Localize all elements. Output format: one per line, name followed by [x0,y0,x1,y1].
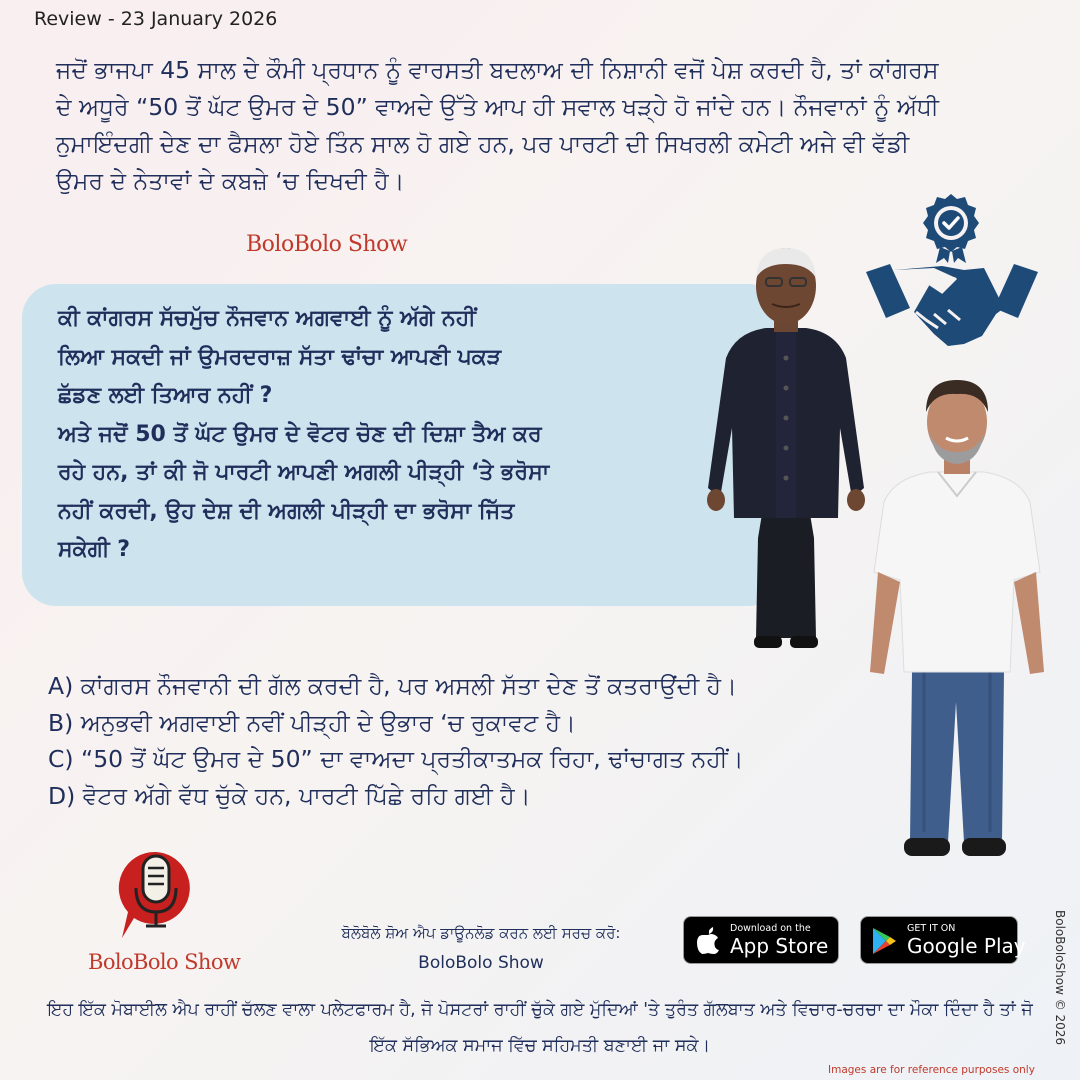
intro-paragraph: ਜਦੋਂ ਭਾਜਪਾ 45 ਸਾਲ ਦੇ ਕੌਮੀ ਪ੍ਰਧਾਨ ਨੂੰ ਵਾਰਸਤੀ ਬਦਲਾਅ ਦੀ ਨਿਸ਼ਾਨੀ ਵਜੋਂ ਪੇਸ਼ ਕਰਦੀ ਹੈ, ਤਾਂ ਕਾਂਗਰਸ ਦੇ ਅਧੂਰੇ “50 ਤੋਂ ਘੱਟ ਉਮਰ ਦੇ 50” ਵਾਅਦੇ ਉੱਤੇ ਆਪ ਹੀ ਸਵਾਲ ਖੜ੍ਹੇ ਹੋ ਜਾਂਦੇ ਹਨ। ਨੌਜਵਾਨਾਂ ਨੂੰ ਅੱਧੀ ਨੁਮਾਇੰਦਗੀ ਦੇਣ ਦਾ ਫੈਸਲਾ ਹੋਏ ਤਿੰਨ ਸਾਲ ਹੋ ਗਏ ਹਨ, ਪਰ ਪਾਰਟੀ ਦੀ ਸਿਖਰਲੀ ਕਮੇਟੀ ਅਜੇ ਵੀ ਵੱਡੀ ਉਮਰ ਦੇ ਨੇਤਾਵਾਂ ਦੇ ਕਬਜ਼ੇ ‘ਚ ਦਿਖਦੀ ਹੈ। [56,56,939,195]
google-play-button[interactable] [860,916,1026,964]
app-store-big-text: App Store [730,934,829,958]
person-in-dark-suit-image [696,238,876,650]
image-disclaimer: Images are for reference purposes only [828,1064,1035,1076]
google-play-small-text: GET IT ON [907,923,956,934]
option-d[interactable]: D) ਵੋਟਰ ਅੱਗੇ ਵੱਧ ਚੁੱਕੇ ਹਨ, ਪਾਰਟੀ ਪਿੱਛੇ ਰਹਿ ਗਈ ਹੈ। [48,781,531,810]
brand-logo-text: BoloBolo Show [88,950,241,974]
watermark-logo-text: BoloBolo Show [246,232,408,257]
google-play-icon [871,927,897,955]
download-instructions [300,918,662,978]
option-c[interactable]: C) “50 ਤੋਂ ਘੱਟ ਉਮਰ ਦੇ 50” ਦਾ ਵਾਅਦਾ ਪ੍ਰਤੀਕਾਤਮਕ ਰਿਹਾ, ਢਾਂਚਾਗਤ ਨਹੀਂ। [48,745,744,773]
copyright-text: BoloBoloShow © 2026 [1053,910,1067,1046]
apple-icon [696,926,720,955]
person-in-white-tshirt-image [864,372,1050,882]
footer-description: ਇਹ ਇੱਕ ਮੋਬਾਈਲ ਐਪ ਰਾਹੀਂ ਚੱਲਣ ਵਾਲਾ ਪਲੇਟਫਾਰਮ ਹੈ, ਜੋ ਪੋਸਟਰਾਂ ਰਾਹੀਂ ਚੁੱਕੇ ਗਏ ਮੁੱਦਿਆਂ 'ਤੇ ਤੁਰੰਤ ਗੱਲਬਾਤ ਅਤੇ ਵਿਚਾਰ-ਚਰਚਾ ਦਾ ਮੌਕਾ ਦਿੰਦਾ ਹੈ ਤਾਂ ਜੋ ਇੱਕ ਸੱਭਿਅਕ ਸਮਾਜ ਵਿੱਚ ਸਹਿਮਤੀ ਬਣਾਈ ਜਾ ਸਕੇ। [47,1000,1033,1056]
question-part-2: ਅਤੇ ਜਦੋਂ 50 ਤੋਂ ਘੱਟ ਉਮਰ ਦੇ ਵੋਟਰ ਚੋਣ ਦੀ ਦਿਸ਼ਾ ਤੈਅ ਕਰ ਰਹੇ ਹਨ, ਤਾਂ ਕੀ ਜੋ ਪਾਰਟੀ ਆਪਣੀ ਅਗਲੀ ਪੀੜ੍ਹੀ ‘ਤੇ ਭਰੋਸਾ ਨਹੀਂ ਕਰਦੀ, ਉਹ ਦੇਸ਼ ਦੀ ਅਗਲੀ ਪੀੜ੍ਹੀ ਦਾ ਭਰੋਸਾ ਜਿੱਤ ਸਕੇਗੀ ? [58,421,550,562]
option-a[interactable]: A) ਕਾਂਗਰਸ ਨੌਜਵਾਨੀ ਦੀ ਗੱਲ ਕਰਦੀ ਹੈ, ਪਰ ਅਸਲੀ ਸੱਤਾ ਦੇਣ ਤੋਂ ਕਤਰਾਉਂਦੀ ਹੈ। [48,672,737,700]
question-part-1: ਕੀ ਕਾਂਗਰਸ ਸੱਚਮੁੱਚ ਨੌਜਵਾਨ ਅਗਵਾਈ ਨੂੰ ਅੱਗੇ ਨਹੀਂ ਲਿਆ ਸਕਦੀ ਜਾਂ ਉਮਰਦਰਾਜ਼ ਸੱਤਾ ਢਾਂਚਾ ਆਪਣੀ ਪਕੜ ਛੱਡਣ ਲਈ ਤਿਆਰ ਨਹੀਂ ? [58,306,502,408]
option-b[interactable]: B) ਅਨੁਭਵੀ ਅਗਵਾਈ ਨਵੀਂ ਪੀੜ੍ਹੀ ਦੇ ਉਭਾਰ ‘ਚ ਰੁਕਾਵਟ ਹੈ। [48,708,576,737]
verified-badge-icon [920,192,982,264]
handshake-icon [864,262,1040,352]
download-prompt: ਬੋਲੋਬੋਲੋ ਸ਼ੋਅ ਐਪ ਡਾਊਨਲੋਡ ਕਰਨ ਲਈ ਸਰਚ ਕਰੋ: [341,924,621,942]
app-store-button[interactable] [683,916,839,964]
download-brand-name: BoloBolo Show [418,953,544,973]
question-text [58,300,698,570]
answer-options [48,668,868,814]
review-date: Review - 23 January 2026 [34,8,278,30]
podcast-microphone-logo-icon [116,848,196,944]
app-store-small-text: Download on the [730,923,811,934]
copyright-vertical [1050,910,1068,1050]
google-play-big-text: Google Play [907,934,1026,958]
